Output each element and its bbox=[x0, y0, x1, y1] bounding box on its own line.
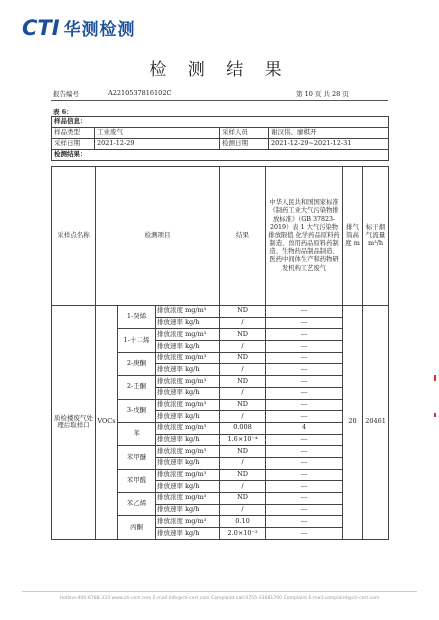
concentration-limit: --- bbox=[266, 516, 343, 528]
table-row bbox=[52, 306, 389, 318]
concentration-value: ND bbox=[220, 493, 266, 505]
concentration-limit: --- bbox=[266, 446, 343, 458]
flow-rate-value: 20461 bbox=[363, 306, 389, 540]
table-label: 表 6： bbox=[53, 108, 73, 116]
pollutant-name: 苯甲醚 bbox=[118, 446, 156, 469]
sampler-value: 谢汉伟、廖棋开 bbox=[269, 128, 389, 139]
emission-rate-label: 排放速率 kg/h bbox=[156, 317, 220, 329]
sample-info-header: 样品信息： bbox=[52, 117, 389, 128]
emission-rate-limit: --- bbox=[266, 387, 343, 399]
results-table bbox=[51, 166, 389, 540]
report-number: A2210537816102C bbox=[108, 89, 172, 97]
pollutant-name: 2-壬酮 bbox=[118, 376, 156, 399]
sample-type-value: 工业废气 bbox=[95, 128, 220, 139]
emission-rate-value: / bbox=[220, 504, 266, 516]
emission-rate-limit: --- bbox=[266, 528, 343, 540]
emission-rate-label: 排放速率 kg/h bbox=[156, 457, 220, 469]
page-title: 检 测 结 果 bbox=[149, 60, 290, 80]
emission-rate-limit: --- bbox=[266, 434, 343, 446]
header-divider bbox=[51, 100, 388, 101]
footer-divider bbox=[22, 591, 417, 592]
pollutant-name: 2-庚酮 bbox=[118, 352, 156, 375]
emission-rate-value: / bbox=[220, 364, 266, 376]
emission-rate-value: / bbox=[220, 411, 266, 423]
concentration-label: 排放浓度 mg/m³ bbox=[156, 352, 220, 364]
concentration-value: ND bbox=[220, 352, 266, 364]
sample-type-label: 样品类型 bbox=[52, 128, 95, 139]
concentration-limit: --- bbox=[266, 469, 343, 481]
sample-date-label: 采样日期 bbox=[52, 139, 95, 150]
pollutant-name: 苯乙烯 bbox=[118, 493, 156, 516]
voc-group-label: VOCs bbox=[96, 306, 118, 540]
emission-rate-value: / bbox=[220, 387, 266, 399]
concentration-limit: --- bbox=[266, 376, 343, 388]
emission-rate-limit: --- bbox=[266, 411, 343, 423]
emission-rate-label: 排放速率 kg/h bbox=[156, 341, 220, 353]
concentration-value: ND bbox=[220, 329, 266, 341]
emission-rate-label: 排放速率 kg/h bbox=[156, 434, 220, 446]
sampling-point-name: 质检楼废气处理后取样口 bbox=[52, 306, 96, 540]
emission-rate-label: 排放速率 kg/h bbox=[156, 411, 220, 423]
concentration-limit: --- bbox=[266, 493, 343, 505]
concentration-value: ND bbox=[220, 399, 266, 411]
col-standard: 中华人民共和国国家标准《制药工业大气污染物排放标准》（GB 37823-2019）表 1 大气污染物排放限值 化学药品原料药制造、兽用药品原料药制造、生物药品制品制造、医药中间体生产和药物研发机构工艺废气 bbox=[266, 167, 343, 306]
concentration-limit: --- bbox=[266, 306, 343, 318]
results-header-row bbox=[52, 167, 389, 306]
col-flow-rate: 标干烟气流量 m³/h bbox=[363, 167, 389, 306]
test-date-value: 2021-12-29~2021-12-31 bbox=[269, 139, 389, 150]
pollutant-name: 苯甲醛 bbox=[118, 469, 156, 492]
concentration-value: ND bbox=[220, 306, 266, 318]
concentration-value: ND bbox=[220, 469, 266, 481]
concentration-limit: --- bbox=[266, 329, 343, 341]
pollutant-name: 1-十二烯 bbox=[118, 329, 156, 352]
emission-rate-label: 排放速率 kg/h bbox=[156, 481, 220, 493]
sampler-label: 采样人员 bbox=[220, 128, 269, 139]
emission-rate-value: / bbox=[220, 481, 266, 493]
report-number-label: 报告编号 bbox=[53, 90, 79, 98]
emission-rate-label: 排放速率 kg/h bbox=[156, 387, 220, 399]
col-point-name: 采样点名称 bbox=[52, 167, 96, 306]
footer-contact: Hotline:400-6788-333 www.cti-cert.com E-mail:info@cti-cert.com Complaint call:0755-33681700 Complaint E-mail:complaint@cti-cert.com bbox=[59, 596, 380, 601]
emission-rate-value: / bbox=[220, 317, 266, 329]
emission-rate-limit: --- bbox=[266, 504, 343, 516]
concentration-value: 0.008 bbox=[220, 422, 266, 434]
concentration-label: 排放浓度 mg/m³ bbox=[156, 446, 220, 458]
pollutant-name: 丙酮 bbox=[118, 516, 156, 539]
test-date-label: 检测日期 bbox=[220, 139, 269, 150]
emission-rate-label: 排放速率 kg/h bbox=[156, 528, 220, 540]
concentration-limit: --- bbox=[266, 352, 343, 364]
logo-cti-text: CTI bbox=[22, 15, 60, 40]
col-test-item: 检测项目 bbox=[96, 167, 220, 306]
sample-info-table bbox=[51, 116, 389, 161]
stack-height-value: 20 bbox=[343, 306, 363, 540]
emission-rate-limit: --- bbox=[266, 481, 343, 493]
results-header: 检测结果： bbox=[52, 150, 389, 161]
concentration-limit: 4 bbox=[266, 422, 343, 434]
concentration-label: 排放浓度 mg/m³ bbox=[156, 306, 220, 318]
emission-rate-value: / bbox=[220, 341, 266, 353]
concentration-label: 排放浓度 mg/m³ bbox=[156, 329, 220, 341]
red-margin-mark bbox=[434, 413, 436, 417]
emission-rate-limit: --- bbox=[266, 364, 343, 376]
col-stack-height: 排气筒高度 m bbox=[343, 167, 363, 306]
emission-rate-label: 排放速率 kg/h bbox=[156, 504, 220, 516]
pollutant-name: 苯 bbox=[118, 422, 156, 445]
emission-rate-label: 排放速率 kg/h bbox=[156, 364, 220, 376]
col-result: 结果 bbox=[220, 167, 266, 306]
concentration-label: 排放浓度 mg/m³ bbox=[156, 376, 220, 388]
concentration-value: ND bbox=[220, 446, 266, 458]
emission-rate-value: 1.6×10⁻⁴ bbox=[220, 434, 266, 446]
logo-company-name: 华测检测 bbox=[63, 20, 136, 40]
red-margin-mark bbox=[434, 375, 436, 381]
concentration-value: 0.10 bbox=[220, 516, 266, 528]
concentration-value: ND bbox=[220, 376, 266, 388]
concentration-limit: --- bbox=[266, 399, 343, 411]
concentration-label: 排放浓度 mg/m³ bbox=[156, 516, 220, 528]
pollutant-name: 3-戊酮 bbox=[118, 399, 156, 422]
concentration-label: 排放浓度 mg/m³ bbox=[156, 422, 220, 434]
emission-rate-value: 2.0×10⁻³ bbox=[220, 528, 266, 540]
emission-rate-value: / bbox=[220, 457, 266, 469]
page-indicator: 第 10 页 共 28 页 bbox=[296, 90, 349, 98]
concentration-label: 排放浓度 mg/m³ bbox=[156, 493, 220, 505]
emission-rate-limit: --- bbox=[266, 317, 343, 329]
emission-rate-limit: --- bbox=[266, 341, 343, 353]
emission-rate-limit: --- bbox=[266, 457, 343, 469]
pollutant-name: 1-癸烯 bbox=[118, 306, 156, 329]
sample-date-value: 2021-12-29 bbox=[95, 139, 220, 150]
concentration-label: 排放浓度 mg/m³ bbox=[156, 399, 220, 411]
company-logo bbox=[22, 15, 136, 40]
concentration-label: 排放浓度 mg/m³ bbox=[156, 469, 220, 481]
